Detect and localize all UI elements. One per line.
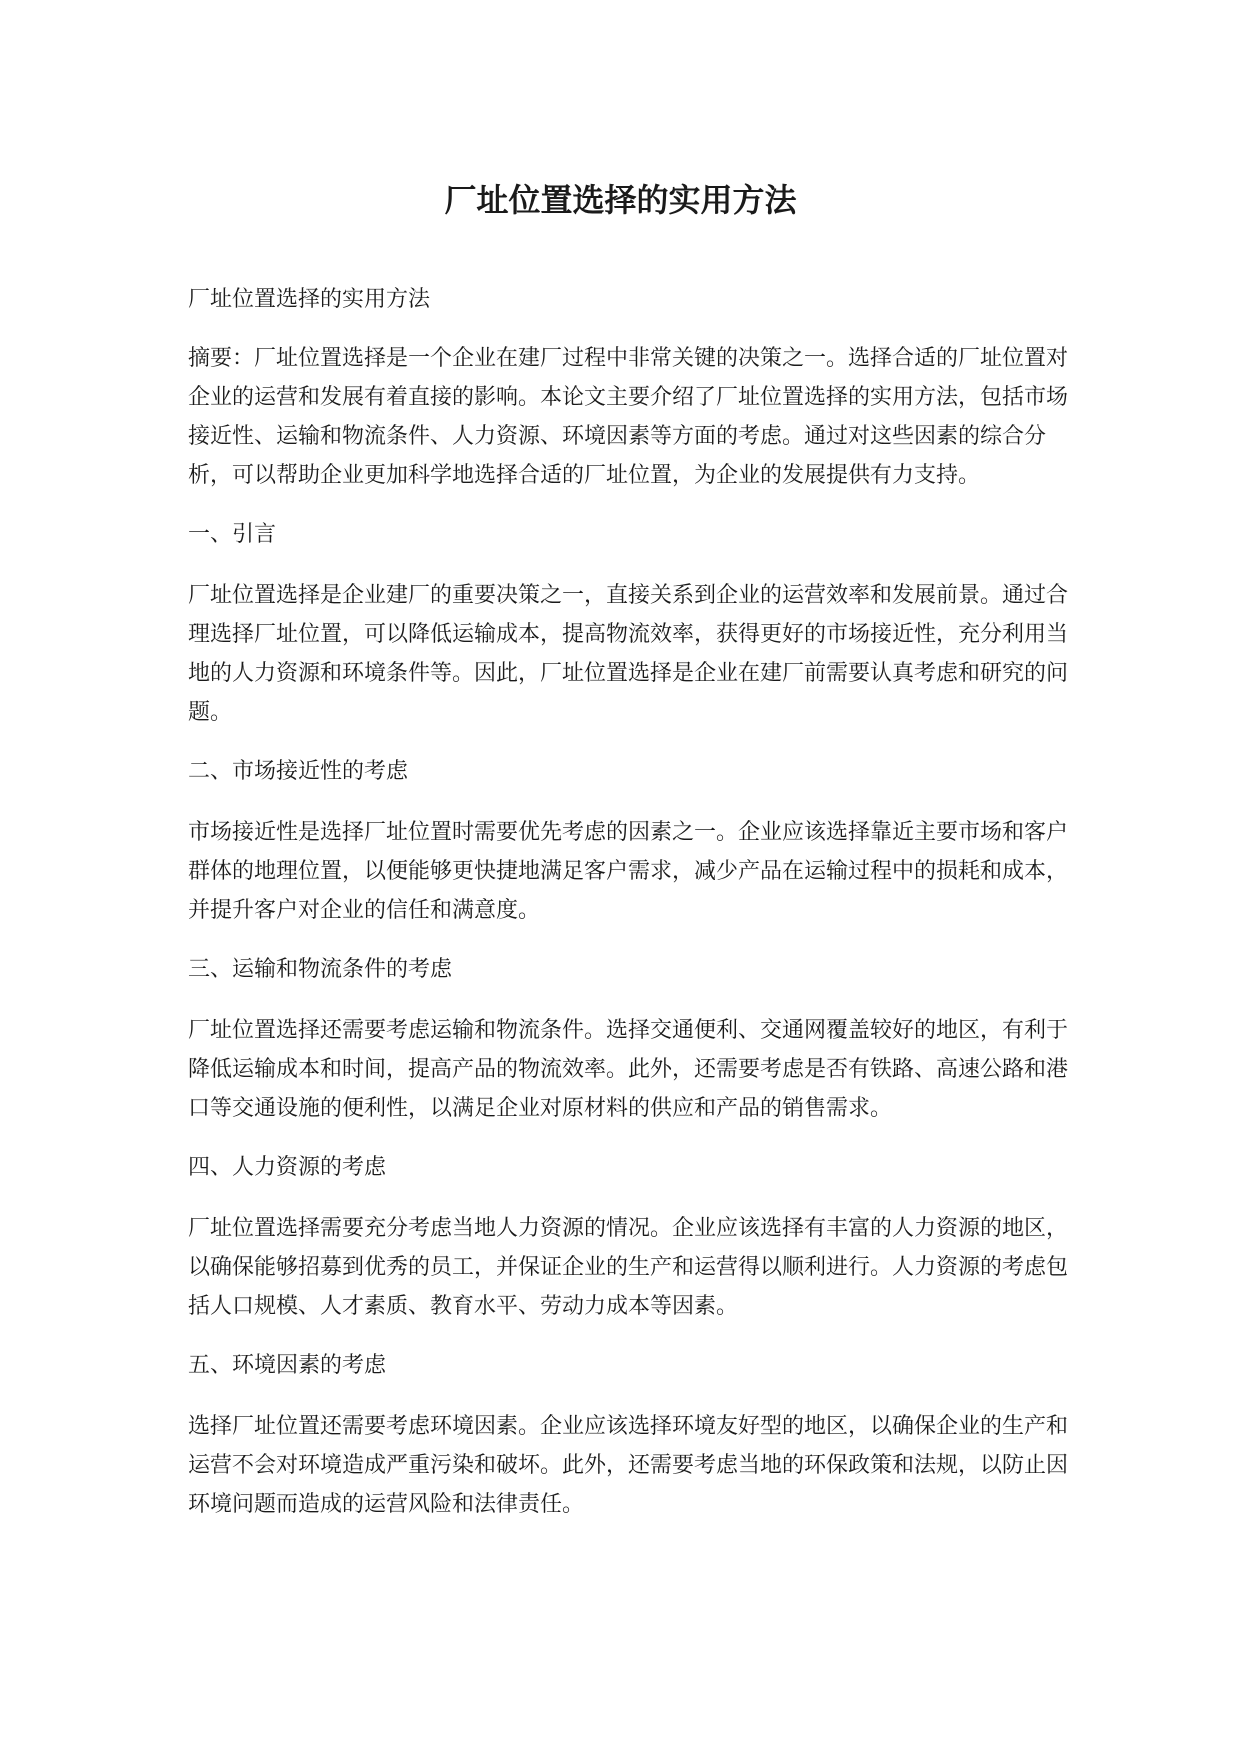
section-heading-environment: 五、环境因素的考虑 <box>188 1353 387 1378</box>
document-subtitle: 厂址位置选择的实用方法 <box>188 287 431 312</box>
section-body-introduction: 厂址位置选择是企业建厂的重要决策之一，直接关系到企业的运营效率和发展前景。通过合理选择厂址位置，可以降低运输成本，提高物流效率，获得更好的市场接近性，充分利用当地的人力资源和环境条件等。因此，厂址位置选择是企业在建厂前需要认真考虑和研究的问题。 <box>188 583 1069 725</box>
section-body-environment: 选择厂址位置还需要考虑环境因素。企业应该选择环境友好型的地区，以确保企业的生产和运营不会对环境造成严重污染和破坏。此外，还需要考虑当地的环保政策和法规，以防止因环境问题而造成的运营风险和法律责任。 <box>188 1414 1069 1517</box>
section-heading-introduction: 一、引言 <box>188 522 277 547</box>
section-body-logistics: 厂址位置选择还需要考虑运输和物流条件。选择交通便利、交通网覆盖较好的地区，有利于降低运输成本和时间，提高产品的物流效率。此外，还需要考虑是否有铁路、高速公路和港口等交通设施的便利性，以满足企业对原材料的供应和产品的销售需求。 <box>188 1018 1069 1121</box>
section-heading-market: 二、市场接近性的考虑 <box>188 759 409 784</box>
document-title: 厂址位置选择的实用方法 <box>444 181 797 219</box>
section-body-market: 市场接近性是选择厂址位置时需要优先考虑的因素之一。企业应该选择靠近主要市场和客户群体的地理位置，以便能够更快捷地满足客户需求，减少产品在运输过程中的损耗和成本，并提升客户对企业的信任和满意度。 <box>188 820 1069 923</box>
abstract-paragraph: 摘要：厂址位置选择是一个企业在建厂过程中非常关键的决策之一。选择合适的厂址位置对企业的运营和发展有着直接的影响。本论文主要介绍了厂址位置选择的实用方法，包括市场接近性、运输和物流条件、人力资源、环境因素等方面的考虑。通过对这些因素的综合分析，可以帮助企业更加科学地选择合适的厂址位置，为企业的发展提供有力支持。 <box>188 346 1069 488</box>
section-body-human-resources: 厂址位置选择需要充分考虑当地人力资源的情况。企业应该选择有丰富的人力资源的地区，以确保能够招募到优秀的员工，并保证企业的生产和运营得以顺利进行。人力资源的考虑包括人口规模、人才素质、教育水平、劳动力成本等因素。 <box>188 1216 1069 1319</box>
section-heading-logistics: 三、运输和物流条件的考虑 <box>188 957 453 982</box>
document-body <box>188 280 1068 1544</box>
section-heading-human-resources: 四、人力资源的考虑 <box>188 1155 387 1180</box>
